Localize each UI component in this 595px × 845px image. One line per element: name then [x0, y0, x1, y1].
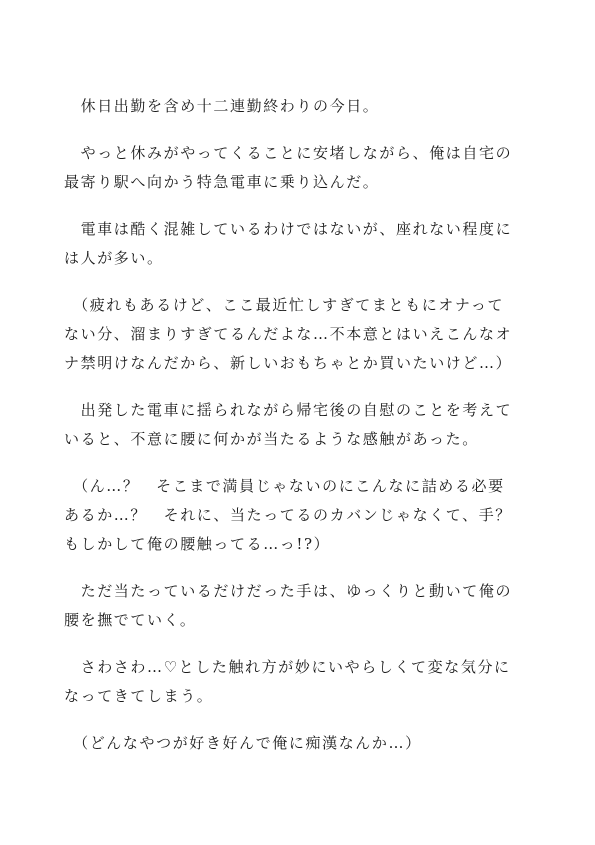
text-line: もしかして俺の腰触ってる…っ!?）	[64, 535, 331, 553]
text-line: さわさわ…♡とした触れ方が妙にいやらしくて変な気分に	[64, 658, 511, 676]
text-line: ない分、溜まりすぎてるんだよな…不本意とはいえこんなオ	[64, 325, 513, 343]
text-line: （疲れもあるけど、ここ最近忙しすぎてまともにオナって	[64, 296, 505, 314]
text-line: ナ禁明けなんだから、新しいおもちゃとか買いたいけど…）	[64, 354, 513, 372]
text-line: なってきてしまう。	[64, 687, 214, 705]
text-line: やっと休みがやってくることに安堵しながら、俺は自宅の	[64, 144, 513, 162]
text-line: は人が多い。	[64, 249, 164, 267]
text-line: 出発した電車に揺られながら帰宅後の自慰のことを考えて	[64, 401, 513, 419]
text-line: （ん…？ そこまで満員じゃないのにこんなに詰める必要	[64, 477, 505, 495]
text-line: 電車は酷く混雑しているわけではないが、座れない程度に	[64, 220, 513, 238]
text-line: 最寄り駅へ向かう特急電車に乗り込んだ。	[64, 173, 380, 191]
text-line: （どんなやつが好き好んで俺に痴漢なんか…）	[64, 734, 422, 752]
text-line: いると、不意に腰に何かが当たるような感触があった。	[64, 430, 479, 448]
text-line: 腰を撫でていく。	[64, 611, 197, 629]
text-line: ただ当たっているだけだった手は、ゆっくりと動いて俺の	[64, 582, 513, 600]
text-line: あるか…？ それに、当たってるのカバンじゃなくて、手？	[64, 506, 512, 524]
text-line: 休日出勤を含め十二連勤終わりの今日。	[64, 97, 380, 115]
